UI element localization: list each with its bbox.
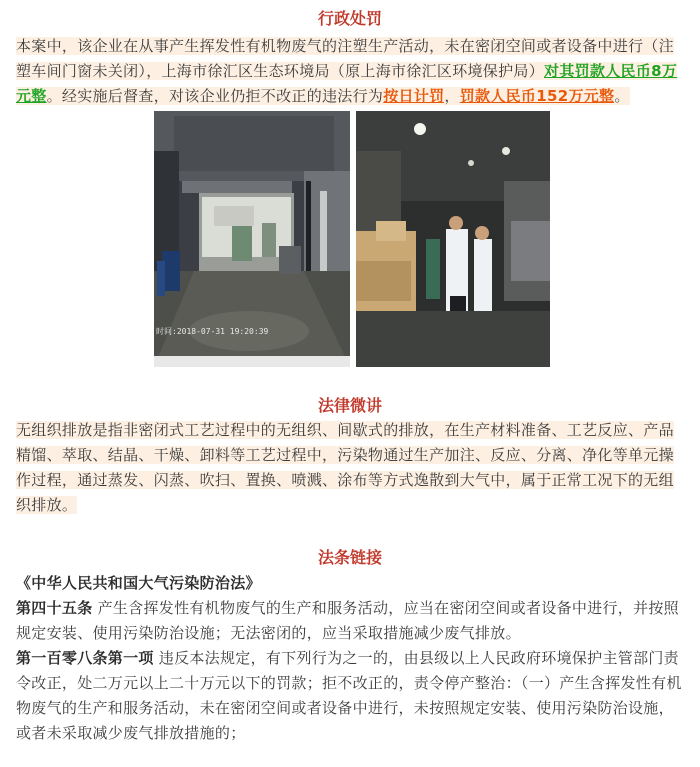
article-45 [16,596,684,646]
penalty-paragraph [16,34,684,109]
law-name-text: 《中华人民共和国大气污染防治法》 [16,574,261,592]
photo-timestamp: 时间:2018-07-31 19:20:39 [156,327,269,336]
law-talk-text: 无组织排放是指非密闭式工艺过程中的无组织、间歇式的排放，在生产材料准备、工艺反应、产品精馏、萃取、结晶、干燥、卸料等工艺过程中，污染物通过生产加注、反应、分离、净化等单元操作过程，通过蒸发、闪蒸、吹扫、置换、喷溅、涂布等方式逸散到大气中，属于正常工况下的无组织排放。 [16,421,674,514]
law-name [16,571,684,596]
fine-amount-8w: 对其罚款人民币8万元整 [16,62,678,105]
inspection-image [356,111,550,367]
article-108 [16,646,684,746]
article-45-text: 产生含挥发性有机物废气的生产和服务活动，应当在密闭空间或者设备中进行，并按照规定安装、使用污染防治设施；无法密闭的，应当采取措施减少废气排放。 [16,599,679,642]
penalty-end: 。 [614,87,630,105]
penalty-sep: ， [444,87,460,105]
section-title-law-links: 法条链接 [317,548,382,567]
law-links-block [16,571,684,746]
daily-penalty-label: 按日计罚 [383,87,445,105]
factory-door-photo [154,111,350,367]
article-45-label: 第四十五条 [16,599,93,617]
inspection-photo [356,111,550,367]
penalty-text-a: 本案中，该企业在从事产生挥发性有机物废气的注塑生产活动，未在密闭空间或者设备中进行（注塑车间门窗未关闭），上海市徐汇区生态环境局（原上海市徐汇区环境保护局） [16,37,674,80]
article-108-label: 第一百零八条第一项 [16,649,154,667]
penalty-text-b: 。经实施后督查，对该企业仍拒不改正的违法行为 [46,87,384,105]
law-talk-paragraph [16,418,684,518]
section-title-penalty: 行政处罚 [317,9,382,28]
article-108-text: 违反本法规定，有下列行为之一的，由县级以上人民政府环境保护主管部门责令改正，处二万元以上二十万元以下的罚款；拒不改正的，责令停产整治：（一）产生含挥发性有机物废气的生产和服务活动，未在密闭空间或者设备中进行，未按照规定安装、使用污染防治设施，或者未采取减少废气排放措施的； [16,649,682,742]
fine-amount-152w: 罚款人民币152万元整 [459,87,615,105]
section-title-law-talk: 法律微讲 [317,396,382,415]
